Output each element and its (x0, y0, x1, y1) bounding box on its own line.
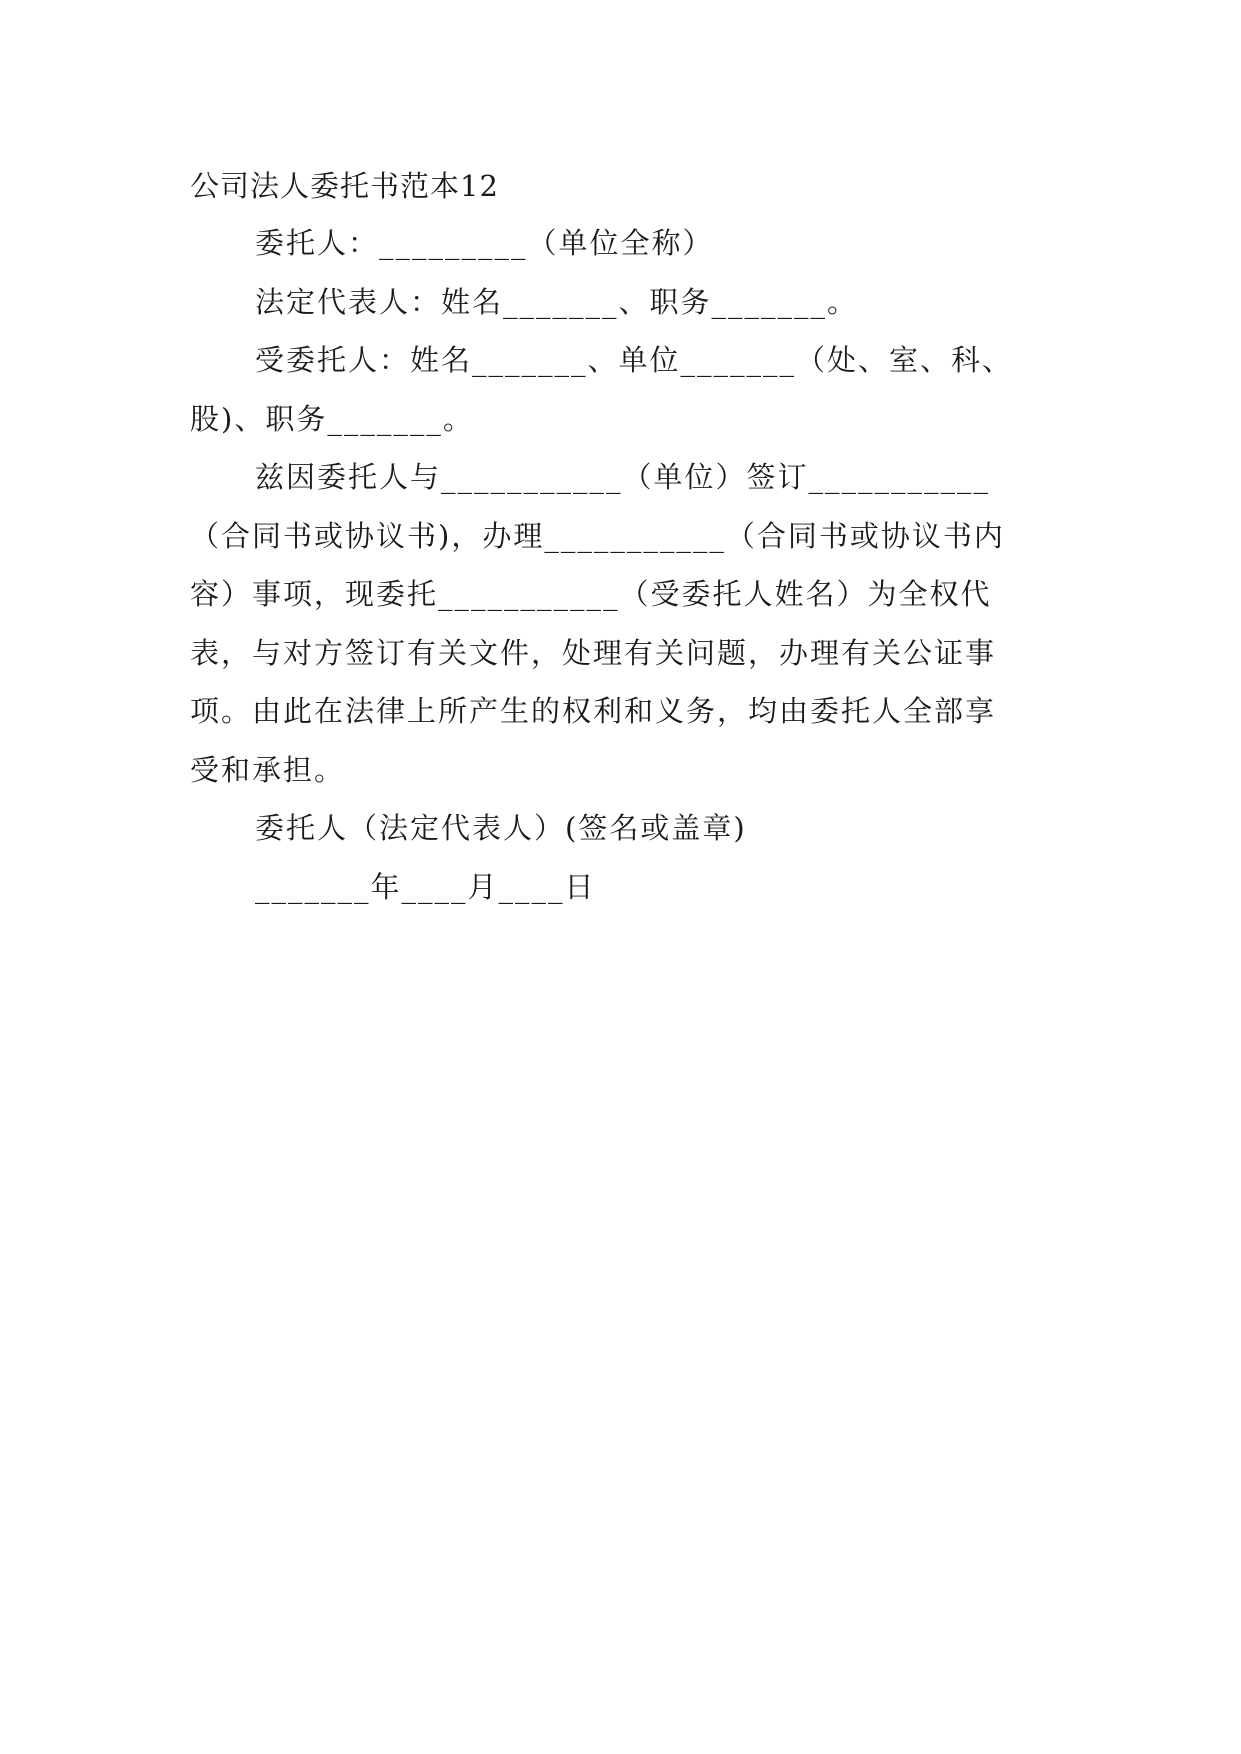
body-paragraph-line-6: 受和承担。 (190, 752, 346, 787)
legal-representative-line: 法定代表人：姓名_______、职务_______。 (255, 284, 859, 319)
body-paragraph-line-4: 表，与对方签订有关文件，处理有关问题，办理有关公证事 (190, 635, 997, 670)
principal-line: 委托人：_________（单位全称） (255, 226, 714, 260)
document-title: 公司法人委托书范本12 (190, 169, 499, 203)
date-line: _______年____月____日 (255, 869, 596, 904)
body-paragraph-line-1: 兹因委托人与___________（单位）签订___________ (255, 460, 991, 494)
signature-line: 委托人（法定代表人）(签名或盖章) (255, 811, 747, 845)
body-paragraph-line-2: （合同书或协议书)，办理___________（合同书或协议书内 (190, 518, 1005, 553)
agent-line-continued: 股)、职务_______。 (190, 401, 474, 436)
agent-line: 受委托人：姓名_______、单位_______（处、室、科、 (255, 343, 1014, 377)
body-paragraph-line-3: 容）事项，现委托___________（受委托人姓名）为全权代 (190, 577, 992, 611)
body-paragraph-line-5: 项。由此在法律上所产生的权利和义务，均由委托人全部享 (190, 694, 997, 728)
document-body (190, 158, 1070, 916)
